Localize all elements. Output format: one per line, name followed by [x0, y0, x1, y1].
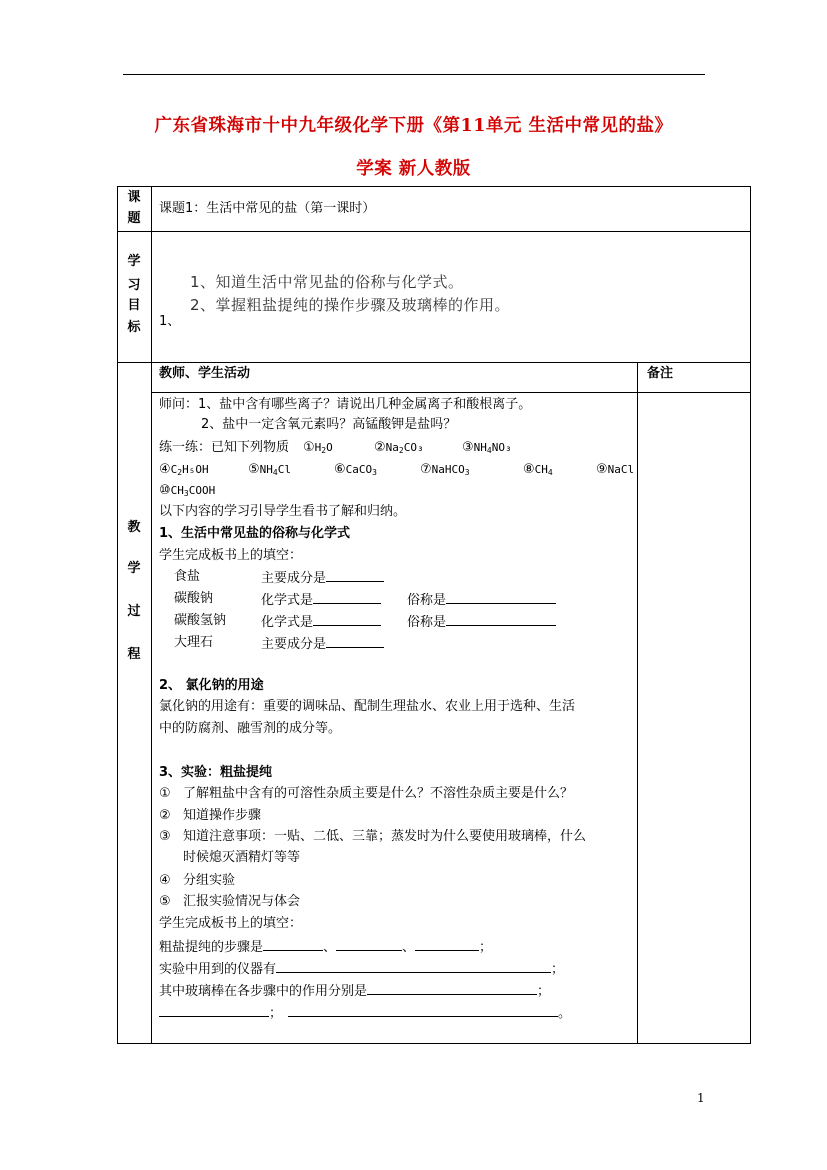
- objective-extra: 1、: [159, 314, 181, 329]
- substance-item: $③NH_4NO_3$: [462, 440, 512, 455]
- section-2-title: 2、 氯化钠的用途: [159, 678, 264, 693]
- objective-item: 2、掌握粗盐提纯的操作步骤及玻璃棒的作用。: [190, 296, 511, 314]
- substance-item: $⑧CH_4$: [523, 462, 553, 477]
- process-label-char: 过: [127, 604, 141, 619]
- objective-label-char: 学: [127, 254, 141, 269]
- intro-text: 以下内容的学习引导学生看书了解和归纳。: [159, 504, 407, 519]
- substance-item: ⑥CaCO$_3$: [334, 462, 377, 477]
- substance-item: $⑩CH_3COOH$: [159, 483, 216, 498]
- fill-blank-row: 主要成分是: [261, 635, 384, 653]
- fill-blank-row: 化学式是: [261, 613, 381, 631]
- steps-fill-row: 粗盐提纯的步骤是 、 、 ；: [159, 940, 493, 955]
- experiment-item: 汇报实验情况与体会: [183, 894, 301, 909]
- experiment-item-number: ③: [159, 829, 171, 844]
- teacher-question: 师问：1、盐中含有哪些离子？请说出几种金属离子和酸根离子。: [159, 397, 532, 412]
- experiment-item-number: ①: [159, 786, 171, 801]
- notes-header: 备注: [647, 366, 674, 381]
- instruments-fill-row: 实验中用到的仪器有 ；: [159, 962, 565, 977]
- substance-item: $②Na_2CO_3$: [374, 440, 424, 455]
- glassrod-fill-row: ； 。: [159, 1004, 571, 1022]
- table-column-divider: [637, 362, 638, 1043]
- fill-blank-row: 化学式是: [261, 591, 381, 609]
- experiment-item: 知道操作步骤: [183, 808, 262, 823]
- nacl-uses-text: 中的防腐剂、融雪剂的成分等。: [159, 721, 342, 736]
- substance-item: $④C_2H_5OH$: [159, 462, 209, 477]
- topic-text: 课题1：生活中常见的盐（第一课时）: [159, 201, 376, 216]
- experiment-item: 知道注意事项：一贴、二低、三靠；蒸发时为什么要使用玻璃棒，什么: [183, 829, 587, 844]
- page-number: 1: [697, 1091, 705, 1105]
- nacl-uses-text: 氯化钠的用途有：重要的调味品、配制生理盐水、农业上用于选种、生活: [159, 699, 576, 714]
- salt-name: 碳酸钠: [174, 591, 214, 606]
- objective-label-char: 目: [127, 298, 141, 313]
- salt-name: 碳酸氢钠: [174, 613, 227, 628]
- experiment-item-number: ⑤: [159, 894, 171, 909]
- header-rule: [123, 74, 705, 75]
- topic-label-char: 题: [127, 211, 141, 226]
- table-divider: [117, 362, 751, 363]
- fill-blank-row: 俗称是: [407, 613, 556, 631]
- substance-item: ⑦NaHCO$_3$: [420, 462, 470, 477]
- table-border-bottom: [117, 1043, 751, 1044]
- glassrod-fill-row: 其中玻璃棒在各步骤中的作用分别是 ；: [159, 984, 551, 999]
- process-label-char: 程: [127, 647, 141, 662]
- substance-item: $⑤NH_4Cl$: [248, 462, 291, 477]
- table-border-top: [117, 186, 751, 187]
- objective-label-char: 标: [127, 320, 141, 335]
- substance-item: ⑨NaCl: [596, 462, 635, 477]
- activity-header: 教师、学生活动: [159, 366, 251, 381]
- process-label-char: 教: [127, 520, 141, 535]
- fill-lead: 学生完成板书上的填空：: [159, 548, 303, 563]
- experiment-item: 了解粗盐中含有的可溶性杂质主要是什么？不溶性杂质主要是什么？: [183, 786, 574, 801]
- experiment-item: 分组实验: [183, 873, 236, 888]
- experiment-item-number: ④: [159, 873, 171, 888]
- table-divider: [151, 392, 751, 393]
- table-border-left: [117, 186, 118, 1043]
- teacher-question: 2、盐中一定含氧元素吗？高锰酸钾是盐吗？: [201, 417, 457, 432]
- section-1-title: 1、生活中常见盐的俗称与化学式: [159, 526, 351, 541]
- experiment-item: 时候熄灭酒精灯等等: [183, 850, 301, 865]
- table-column-divider: [151, 186, 152, 1043]
- process-label-char: 学: [127, 561, 141, 576]
- fill-lead: 学生完成板书上的填空：: [159, 916, 303, 931]
- objective-item: 1、知道生活中常见盐的俗称与化学式。: [190, 273, 464, 291]
- experiment-item-number: ②: [159, 808, 171, 823]
- document-subtitle: 学案 新人教版: [356, 159, 471, 179]
- table-border-right: [750, 186, 751, 1043]
- fill-blank-row: 主要成分是: [261, 569, 384, 587]
- section-3-title: 3、实验：粗盐提纯: [159, 765, 273, 780]
- document-title: 广东省珠海市十中九年级化学下册《第11单元 生活中常见的盐》: [154, 116, 673, 136]
- topic-label-char: 课: [127, 190, 141, 205]
- practice-lead: 练一练：已知下列物质: [159, 440, 290, 455]
- table-divider: [117, 231, 751, 232]
- objective-label-char: 习: [127, 278, 141, 293]
- salt-name: 大理石: [174, 635, 214, 650]
- substance-item: $①H_2O$: [303, 440, 333, 455]
- fill-blank-row: 俗称是: [407, 591, 556, 609]
- salt-name: 食盐: [174, 569, 201, 584]
